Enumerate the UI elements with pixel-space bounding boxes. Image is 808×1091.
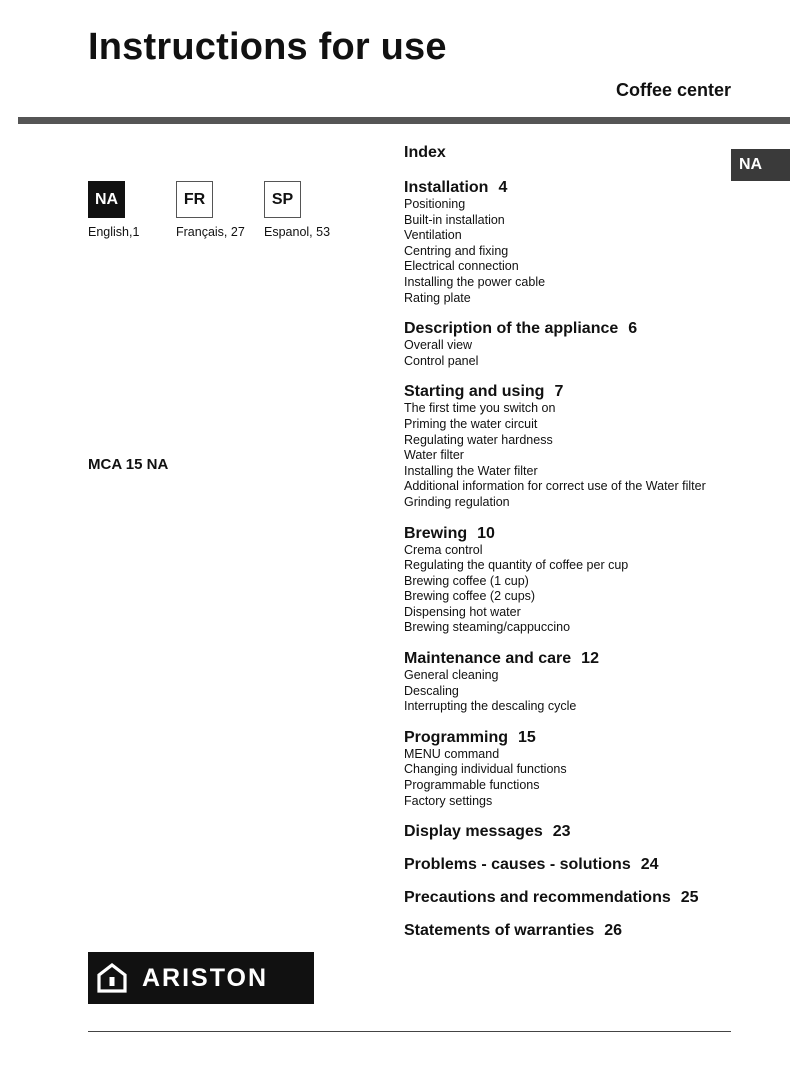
toc-section xyxy=(404,178,724,306)
toc-section-heading[interactable] xyxy=(404,822,724,841)
toc-section-title: Statements of warranties xyxy=(404,922,595,940)
model-number: MCA 15 NA xyxy=(88,456,169,473)
toc-section-page: 6 xyxy=(628,320,638,338)
language-box-fr[interactable]: FR xyxy=(176,181,213,218)
toc-item[interactable]: Ventilation xyxy=(404,228,462,243)
toc-item[interactable]: Positioning xyxy=(404,197,466,211)
toc-item[interactable]: Brewing coffee (1 cup) xyxy=(404,573,529,588)
toc-item[interactable]: Installing the Water filter xyxy=(404,463,538,478)
toc-section-page: 7 xyxy=(554,383,564,401)
toc-item[interactable]: Control panel xyxy=(404,353,479,368)
header-divider xyxy=(18,117,790,124)
ariston-logo xyxy=(88,952,314,1004)
toc-section-title: Programming xyxy=(404,728,509,746)
toc-section-heading[interactable] xyxy=(404,178,724,197)
toc-section xyxy=(404,649,724,715)
toc-item[interactable]: Additional information for correct use of the Water filter xyxy=(404,479,706,494)
toc-section-heading[interactable] xyxy=(404,855,724,874)
toc-section-heading[interactable] xyxy=(404,382,724,401)
toc-item[interactable]: Interrupting the descaling cycle xyxy=(404,699,577,714)
toc-section-heading[interactable] xyxy=(404,649,724,668)
toc-section-title: Installation xyxy=(404,179,489,196)
logo-text: ARISTON xyxy=(142,963,269,992)
language-tab: NA xyxy=(731,149,790,181)
toc-item[interactable]: Regulating the quantity of coffee per cup xyxy=(404,558,629,573)
toc-item[interactable]: MENU command xyxy=(404,746,500,761)
toc-item[interactable]: Centring and fixing xyxy=(404,243,509,258)
toc-item[interactable]: Built-in installation xyxy=(404,212,505,227)
language-caption-fr: Français, 27 xyxy=(176,225,245,239)
toc-section-page: 25 xyxy=(680,889,699,907)
toc-section-heading[interactable] xyxy=(404,319,724,338)
toc-section xyxy=(404,822,724,841)
toc-section-heading[interactable] xyxy=(404,728,724,747)
toc-item[interactable]: Changing individual functions xyxy=(404,762,567,777)
toc-section xyxy=(404,524,724,637)
toc-section xyxy=(404,382,724,510)
toc-item[interactable]: Brewing steaming/cappuccino xyxy=(404,620,571,635)
toc-item[interactable]: Brewing coffee (2 cups) xyxy=(404,589,536,604)
toc-section-page: 10 xyxy=(477,524,495,542)
toc-item[interactable]: Installing the power cable xyxy=(404,274,546,289)
toc-item[interactable]: Crema control xyxy=(404,542,483,557)
toc-item[interactable]: Overall view xyxy=(404,338,473,353)
toc-item[interactable]: Programmable functions xyxy=(404,778,540,793)
toc-item[interactable]: Dispensing hot water xyxy=(404,604,521,619)
table-of-contents xyxy=(404,144,724,954)
toc-section-page: 24 xyxy=(640,856,659,874)
toc-section xyxy=(404,319,724,369)
language-box-na[interactable]: NA xyxy=(88,181,125,218)
toc-section xyxy=(404,855,724,874)
toc-item[interactable]: Water filter xyxy=(404,448,464,463)
toc-section-title: Display messages xyxy=(404,823,543,841)
house-icon xyxy=(96,962,128,994)
toc-section-page: 12 xyxy=(581,650,599,668)
toc-section xyxy=(404,728,724,809)
toc-section-page: 26 xyxy=(604,922,623,940)
toc-sections xyxy=(404,178,724,940)
toc-item[interactable]: Grinding regulation xyxy=(404,494,510,509)
toc-section-page: 4 xyxy=(498,179,508,196)
toc-section xyxy=(404,888,724,907)
toc-section-title: Problems - causes - solutions xyxy=(404,856,631,874)
toc-item[interactable]: Descaling xyxy=(404,683,459,698)
toc-section-title: Maintenance and care xyxy=(404,650,572,668)
language-box-sp[interactable]: SP xyxy=(264,181,301,218)
document-title: Instructions for use xyxy=(88,26,447,68)
toc-section-page: 15 xyxy=(518,728,536,746)
toc-index-heading: Index xyxy=(404,144,446,161)
toc-section-title: Brewing xyxy=(404,524,468,542)
toc-item[interactable]: Rating plate xyxy=(404,290,471,305)
toc-section-title: Description of the appliance xyxy=(404,320,619,338)
language-caption-sp: Espanol, 53 xyxy=(264,225,331,239)
toc-item[interactable]: The first time you switch on xyxy=(404,401,556,416)
toc-section-heading[interactable] xyxy=(404,524,724,543)
document-subtitle: Coffee center xyxy=(615,80,731,100)
toc-section-page: 23 xyxy=(552,823,571,841)
toc-section-heading[interactable] xyxy=(404,888,724,907)
toc-section-title: Starting and using xyxy=(404,383,545,401)
footer-divider xyxy=(88,1031,731,1032)
toc-item[interactable]: Regulating water hardness xyxy=(404,432,553,447)
toc-section-title: Precautions and recommendations xyxy=(404,889,671,907)
toc-section xyxy=(404,921,724,940)
toc-item[interactable]: General cleaning xyxy=(404,668,499,683)
toc-item[interactable]: Factory settings xyxy=(404,793,493,808)
toc-section-heading[interactable] xyxy=(404,921,724,940)
language-caption-na: English,1 xyxy=(88,225,140,239)
toc-item[interactable]: Priming the water circuit xyxy=(404,416,538,431)
toc-item[interactable]: Electrical connection xyxy=(404,259,519,274)
